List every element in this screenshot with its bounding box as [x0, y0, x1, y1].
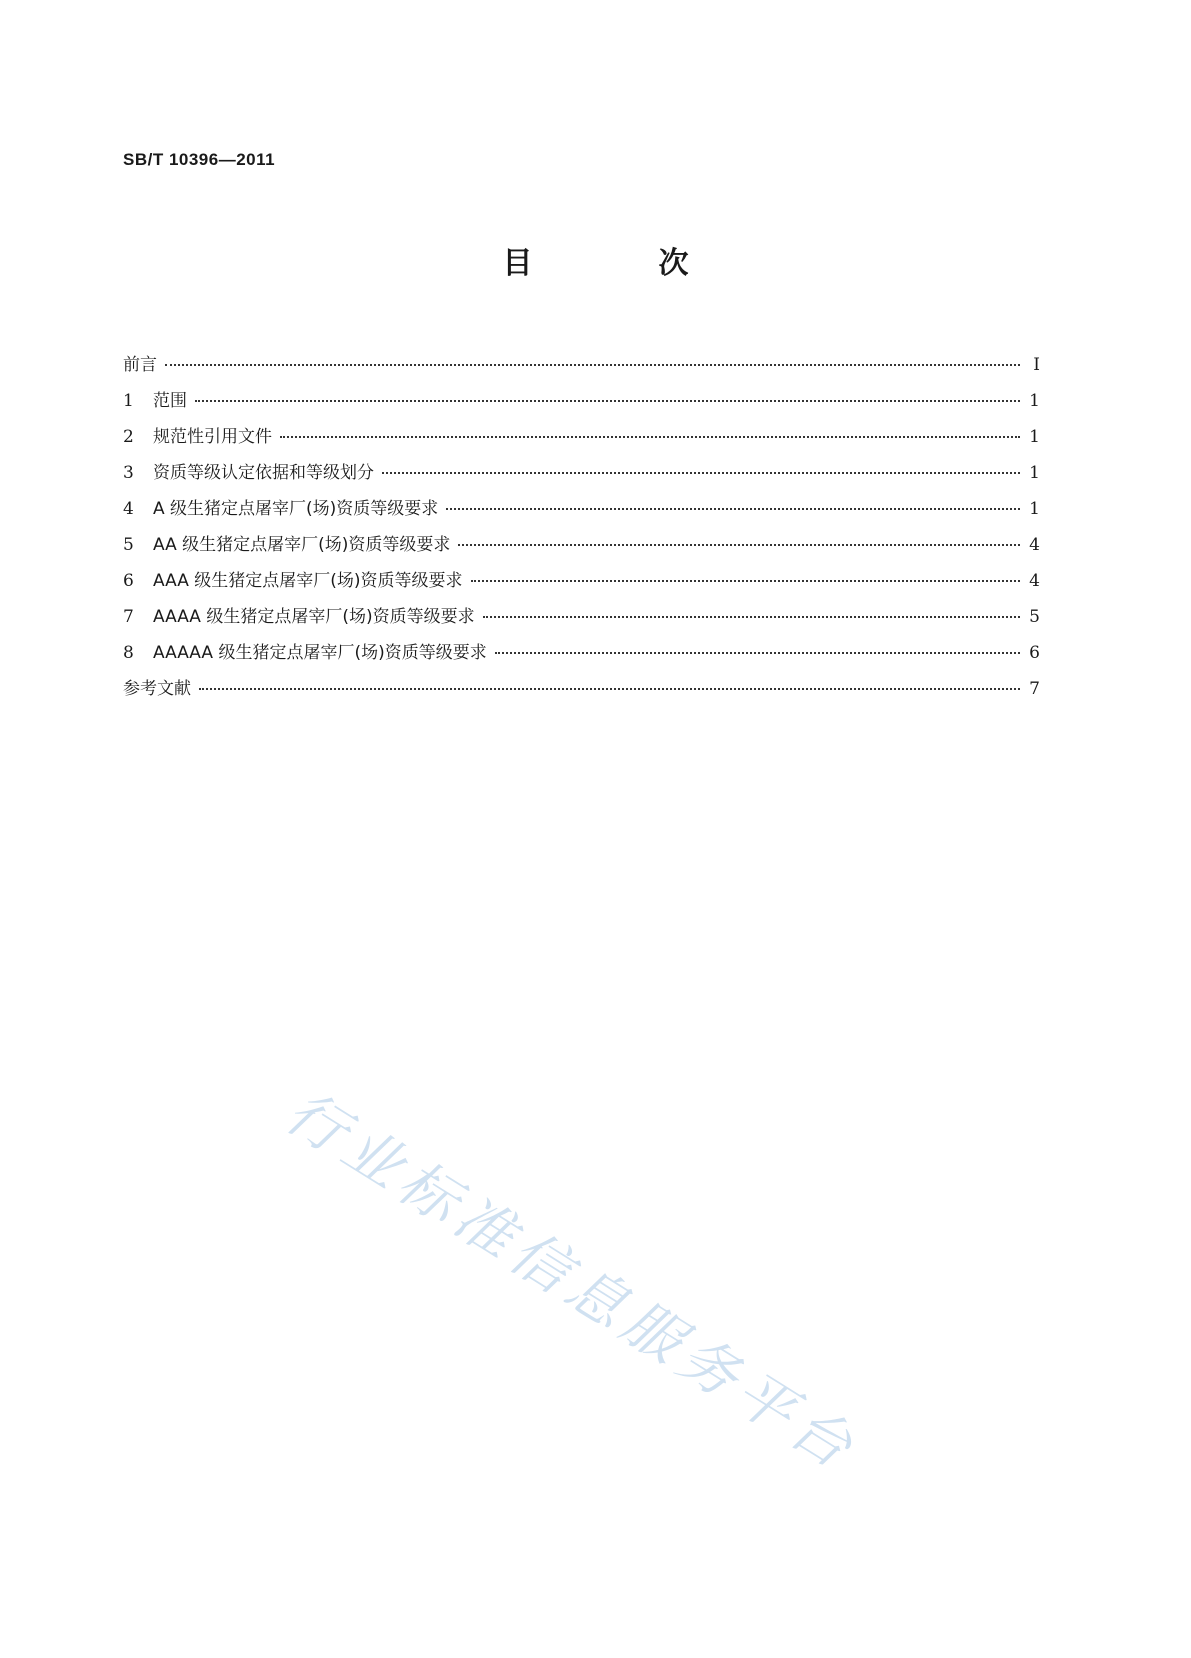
toc-entry-label: AA 级生猪定点屠宰厂(场)资质等级要求 — [153, 535, 451, 555]
toc-leader-dots — [382, 471, 1020, 474]
standard-number: SB/T 10396—2011 — [123, 150, 276, 169]
toc-entry-number: 3 — [123, 463, 134, 483]
toc-entry-number: 1 — [123, 391, 134, 411]
toc-entry-label: AAAA 级生猪定点屠宰厂(场)资质等级要求 — [153, 607, 475, 627]
toc-leader-dots — [165, 363, 1020, 366]
toc-leader-dots — [446, 507, 1020, 510]
toc-leader-dots — [458, 543, 1020, 546]
table-of-contents — [123, 350, 1040, 710]
toc-entry-number: 6 — [123, 571, 134, 591]
toc-entry-1[interactable] — [123, 386, 1040, 422]
toc-entry-page: 6 — [1029, 643, 1040, 663]
toc-entry-label: 前言 — [123, 355, 157, 375]
toc-entry-page: 1 — [1029, 499, 1040, 519]
toc-entry-label: AAAAA 级生猪定点屠宰厂(场)资质等级要求 — [153, 643, 487, 663]
toc-leader-dots — [280, 435, 1020, 438]
toc-entry-label: A 级生猪定点屠宰厂(场)资质等级要求 — [153, 499, 439, 519]
toc-entry-number: 4 — [123, 499, 134, 519]
toc-entry-label: 规范性引用文件 — [153, 427, 272, 447]
toc-entry-7[interactable] — [123, 602, 1040, 638]
toc-entry-2[interactable] — [123, 422, 1040, 458]
toc-entry-8[interactable] — [123, 638, 1040, 674]
toc-entry-5[interactable] — [123, 530, 1040, 566]
toc-entry-label: 范围 — [153, 391, 187, 411]
toc-entry-number: 5 — [123, 535, 134, 555]
toc-entry-page: I — [1033, 355, 1040, 375]
toc-leader-dots — [471, 579, 1020, 582]
toc-entry-page: 1 — [1029, 463, 1040, 483]
toc-entry-3[interactable] — [123, 458, 1040, 494]
toc-leader-dots — [199, 687, 1020, 690]
toc-entry-foreword[interactable] — [123, 350, 1040, 386]
toc-leader-dots — [495, 651, 1020, 654]
toc-entry-page: 7 — [1029, 679, 1040, 699]
toc-leader-dots — [483, 615, 1020, 618]
toc-entry-label: 参考文献 — [123, 679, 191, 699]
toc-entry-4[interactable] — [123, 494, 1040, 530]
toc-leader-dots — [195, 399, 1020, 402]
toc-entry-number: 8 — [123, 643, 134, 663]
toc-entry-page: 4 — [1029, 571, 1040, 591]
toc-entry-label: AAA 级生猪定点屠宰厂(场)资质等级要求 — [153, 571, 463, 591]
toc-entry-page: 4 — [1029, 535, 1040, 555]
toc-entry-label: 资质等级认定依据和等级划分 — [153, 463, 374, 483]
watermark: 行业标准信息服务平台 — [274, 1077, 871, 1485]
toc-entry-references[interactable] — [123, 674, 1040, 710]
toc-title: 目 次 — [502, 246, 737, 281]
toc-entry-number: 7 — [123, 607, 134, 627]
toc-entry-page: 5 — [1029, 607, 1040, 627]
toc-entry-number: 2 — [123, 427, 134, 447]
toc-entry-page: 1 — [1029, 427, 1040, 447]
toc-entry-page: 1 — [1029, 391, 1040, 411]
toc-entry-6[interactable] — [123, 566, 1040, 602]
